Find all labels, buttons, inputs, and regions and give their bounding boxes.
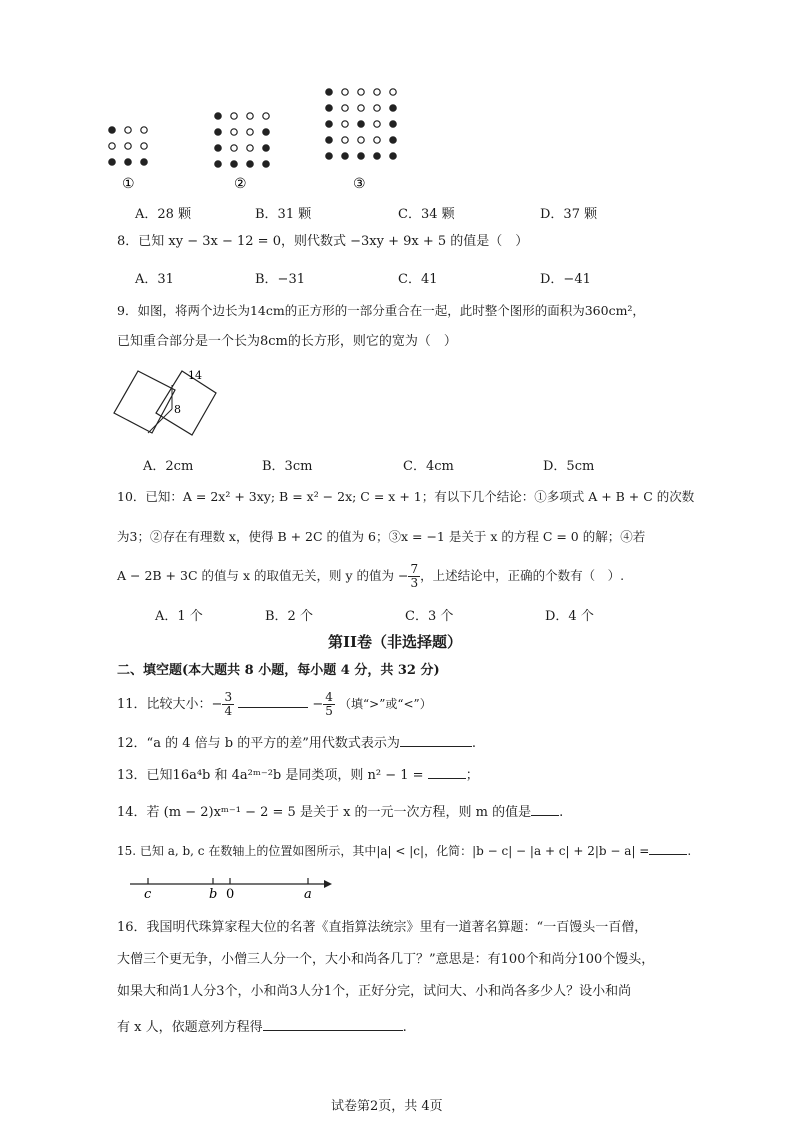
dot-pattern-2 (215, 113, 269, 167)
hollow-dot (247, 145, 253, 151)
dot-label-3: ③ (353, 176, 366, 192)
q9-option-d: D．5cm (543, 459, 595, 474)
fraction-numerator: 7 (410, 562, 419, 576)
hollow-dot (374, 137, 380, 143)
hollow-dot (125, 143, 131, 149)
dot-pattern-figure (100, 80, 430, 195)
q16-answer-blank[interactable] (263, 1016, 403, 1031)
q16-line-1: 16．我国明代珠算家程大位的名著《直指算法统宗》里有一道著名算题：“一百馒头一百僧， (117, 920, 648, 935)
filled-dot (326, 121, 332, 127)
q15-text: 15. 已知 a, b, c 在数轴上的位置如图所示，其中|a| < |c|，化简：|b − c| − |a + c| + 2|b − a| = (117, 844, 650, 858)
filled-dot (326, 89, 332, 95)
q11-fraction-2 (323, 691, 335, 718)
q12-answer-blank[interactable] (400, 732, 472, 747)
filled-dot (141, 159, 147, 165)
q11-suffix: （填“>”或“<”） (339, 697, 432, 711)
hollow-dot (247, 129, 253, 135)
filled-dot (326, 153, 332, 159)
hollow-dot (342, 105, 348, 111)
numberline-label-b: b (209, 887, 218, 900)
q16-line-2: 大僧三个更无争，小僧三人分一个，大小和尚各几丁？”意思是：有100个和尚分100个馒头， (117, 952, 655, 967)
q13 (117, 764, 479, 785)
fraction-7-3 (408, 563, 420, 590)
hollow-dot (374, 105, 380, 111)
q8-option-c: C．41 (398, 272, 438, 287)
hollow-dot (231, 129, 237, 135)
q13-answer-blank[interactable] (428, 764, 466, 779)
page-footer: 试卷第2页，共 4页 (331, 1099, 443, 1114)
square-label-14: 14 (188, 369, 202, 382)
hollow-dot (358, 137, 364, 143)
hollow-dot (358, 89, 364, 95)
overlap-squares-figure (110, 365, 220, 440)
q11-answer-blank[interactable] (238, 693, 308, 708)
q7-option-d: D．37 颗 (540, 207, 598, 222)
filled-dot (390, 153, 396, 159)
q10-option-a: A．1 个 (155, 609, 203, 624)
hollow-dot (263, 113, 269, 119)
q16-line-4-text: 有 x 人，依题意列方程得 (117, 1020, 263, 1035)
number-line-figure (128, 870, 338, 900)
filled-dot (374, 153, 380, 159)
q10-line-3-a: A − 2B + 3C 的值与 x 的取值无关，则 y 的值为 − (117, 568, 409, 583)
q14-end: . (559, 805, 564, 820)
q9-option-b: B．3cm (262, 459, 313, 474)
hollow-dot (374, 121, 380, 127)
filled-dot (247, 161, 253, 167)
section-2-title: 第II卷（非选择题） (328, 633, 463, 651)
q10-line-1: 10．已知：A = 2x² + 3xy; B = x² − 2x; C = x + 1；有以下几个结论：①多项式 A + B + C 的次数 (117, 489, 695, 504)
hollow-dot (342, 137, 348, 143)
q11 (117, 688, 432, 721)
q8-option-a: A．31 (135, 272, 174, 287)
dot-label-1: ① (122, 176, 135, 192)
q16-line-3: 如果大和尚1人分3个，小和尚3人分1个，正好分完，试问大、小和尚各多少人？设小和尚 (117, 984, 632, 999)
filled-dot (326, 105, 332, 111)
numberline-label-c: c (144, 887, 152, 900)
q10-line-3-b: ，上述结论中，正确的个数有（ ）. (420, 568, 625, 583)
filled-dot (390, 121, 396, 127)
q10-line-2: 为3；②存在有理数 x，使得 B + 2C 的值为 6；③x = −1 是关于 x 的方程 C = 0 的解；④若 (117, 529, 646, 544)
q12 (117, 732, 476, 753)
filled-dot (390, 105, 396, 111)
q16-end: . (402, 1020, 407, 1035)
q13-text: 13．已知16a⁴b 和 4a²ᵐ⁻²b 是同类项，则 n² − 1 = (117, 768, 424, 783)
hollow-dot (141, 143, 147, 149)
q14 (117, 801, 563, 822)
hollow-dot (231, 145, 237, 151)
q15 (117, 840, 691, 860)
filled-dot (342, 153, 348, 159)
q11-f2-num: 4 (325, 690, 333, 704)
q15-end: . (687, 844, 692, 858)
q10-option-d: D．4 个 (545, 609, 594, 624)
hollow-dot (109, 143, 115, 149)
filled-dot (215, 113, 221, 119)
q14-text: 14．若 (m − 2)xᵐ⁻¹ − 2 = 5 是关于 x 的一元一次方程，则 m 的值是 (117, 805, 532, 820)
numberline-label-0: 0 (226, 887, 235, 900)
square-label-8: 8 (174, 403, 181, 416)
hollow-dot (141, 127, 147, 133)
q12-text: 12．“a 的 4 倍与 b 的平方的差”用代数式表示为 (117, 736, 400, 751)
hollow-dot (342, 89, 348, 95)
q9-line-2: 已知重合部分是一个长为8cm的长方形，则它的宽为（ ） (117, 334, 457, 349)
hollow-dot (247, 113, 253, 119)
fraction-denominator: 3 (410, 576, 419, 590)
q8-option-d: D．−41 (540, 272, 591, 287)
q9-option-a: A．2cm (143, 459, 194, 474)
filled-dot (109, 159, 115, 165)
q11-fraction-1 (222, 691, 234, 718)
q10-option-b: B．2 个 (265, 609, 313, 624)
q13-end: ； (465, 768, 479, 783)
q8-stem: 8．已知 xy − 3x − 12 = 0，则代数式 −3xy + 9x + 5 的值是（ ） (117, 234, 529, 249)
q10-option-c: C．3 个 (405, 609, 454, 624)
q8-option-b: B．−31 (255, 272, 305, 287)
dot-pattern-3 (326, 89, 396, 159)
section-2-heading: 二、填空题(本大题共 8 小题，每小题 4 分，共 32 分) (117, 663, 440, 678)
q11-f1-den: 4 (224, 704, 233, 718)
q7-option-b: B．31 颗 (255, 207, 312, 222)
filled-dot (263, 145, 269, 151)
hollow-dot (125, 127, 131, 133)
q11-f2-den: 5 (325, 704, 333, 718)
filled-dot (215, 161, 221, 167)
hollow-dot (358, 105, 364, 111)
filled-dot (215, 145, 221, 151)
hollow-dot (231, 113, 237, 119)
filled-dot (109, 127, 115, 133)
q9-option-c: C．4cm (403, 459, 454, 474)
q10-line-3 (117, 560, 624, 592)
hollow-dot (390, 89, 396, 95)
q7-option-a: A．28 颗 (135, 207, 192, 222)
filled-dot (263, 161, 269, 167)
filled-dot (326, 137, 332, 143)
dot-pattern-1 (109, 127, 147, 165)
filled-dot (231, 161, 237, 167)
q14-answer-blank[interactable] (531, 801, 559, 816)
numberline-label-a: a (304, 887, 312, 900)
q16-line-4 (117, 1016, 407, 1037)
hollow-dot (374, 89, 380, 95)
q11-prefix: 11．比较大小：− (117, 697, 223, 712)
q11-f1-num: 3 (224, 690, 233, 704)
filled-dot (390, 137, 396, 143)
q11-mid: − (312, 697, 324, 712)
hollow-dot (342, 121, 348, 127)
q7-option-c: C．34 颗 (398, 207, 455, 222)
filled-dot (358, 121, 364, 127)
q12-end: . (471, 736, 476, 751)
filled-dot (263, 129, 269, 135)
q15-answer-blank[interactable] (649, 840, 687, 855)
filled-dot (125, 159, 131, 165)
filled-dot (215, 129, 221, 135)
dot-label-2: ② (234, 176, 247, 192)
filled-dot (358, 153, 364, 159)
q9-line-1: 9．如图，将两个边长为14cm的正方形的一部分重合在一起，此时整个图形的面积为360cm²， (117, 303, 645, 318)
